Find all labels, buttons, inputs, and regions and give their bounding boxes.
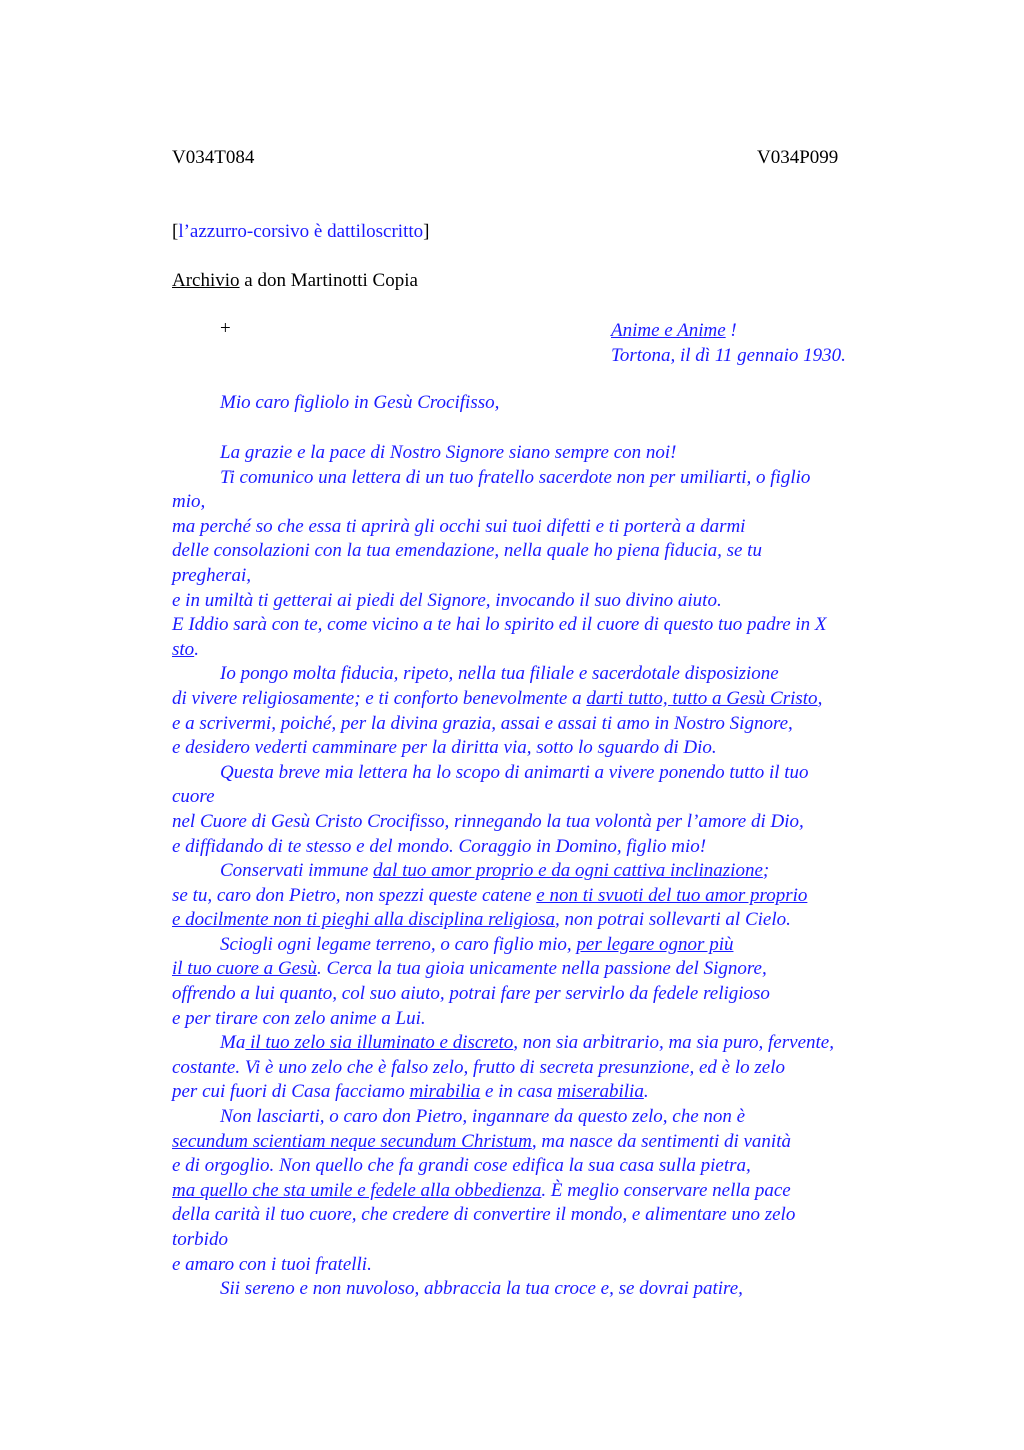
underlined-text: secundum scientiam neque secundum Christum [172,1130,532,1152]
line-text: Conservati immune [220,860,374,882]
letter-line [172,1228,902,1253]
line-text: . È meglio conservare nella pace [541,1179,791,1201]
letter-line [172,761,902,786]
line-text: Io pongo molta fiducia, ripeto, nella tua filiale e sacerdotale disposizione [220,663,779,685]
underlined-text: miserabilia [557,1081,644,1103]
line-text: Non lasciarti, o caro don Pietro, ingannare da questo zelo, che non è [220,1106,746,1128]
letter-line [172,1031,902,1056]
dateline [611,319,846,368]
underlined-text: mirabilia [409,1081,481,1103]
letter-line [172,736,902,761]
line-text: , non sia arbitrario, ma sia puro, fervente, [513,1032,834,1054]
line-text: e per tirare con zelo anime a Lui. [172,1007,426,1029]
line-text: Ma [220,1032,246,1054]
letter-line [172,638,902,663]
archive-label: Archivio [172,270,240,291]
line-text: e amaro con i tuoi fratelli. [172,1253,372,1275]
line-text: Ti comunico una lettera di un tuo fratello sacerdote non per umiliarti, o figlio [220,466,811,488]
underlined-text: sto [172,638,195,660]
line-text: . [194,638,199,660]
letter-line [172,859,902,884]
line-text: cuore [172,786,215,808]
letter-body [172,441,902,1302]
line-text: e a scrivermi, poiché, per la divina grazia, assai e assai ti amo in Nostro Signore, [172,712,793,734]
letter-line [172,539,902,564]
dateline-title-suffix: ! [725,320,737,341]
line-text: delle consolazioni con la tua emendazione, nella quale ho piena fiducia, se tu [172,540,762,562]
underlined-text: per legare ognor più [576,933,734,955]
archive-line [172,271,418,291]
underlined-text: ma quello che sta umile e fedele alla obbedienza [172,1179,542,1201]
line-text: nel Cuore di Gesù Cristo Crocifisso, rinnegando la tua volontà per l’amore di Dio, [172,810,804,832]
line-text: Sciogli ogni legame terreno, o caro figlio mio, [220,933,577,955]
document-code-left: V034T084 [172,147,255,168]
letter-line [172,466,902,491]
line-text: ; [762,860,770,882]
letter-line [172,441,902,466]
cross-mark: + [220,318,231,339]
letter-line [172,957,902,982]
salutation: Mio caro figliolo in Gesù Crocifisso, [220,392,500,413]
line-text: La grazie e la pace di Nostro Signore siano sempre con noi! [220,442,677,463]
letter-line [172,933,902,958]
letter-line [172,835,902,860]
note-text: l’azzurro-corsivo è dattiloscritto [178,221,424,242]
line-text: e diffidando di te stesso e del mondo. Coraggio in Domino, figlio mio! [172,835,707,857]
dateline-title-row [611,319,846,344]
line-text: costante. Vi è uno zelo che è falso zelo, frutto di secreta presunzione, ed è lo zelo [172,1056,785,1078]
line-text: per cui fuori di Casa facciamo [172,1081,410,1103]
line-text: E Iddio sarà con te, come vicino a te hai lo spirito ed il cuore di questo tuo padre in X [172,614,827,636]
document-code-right: V034P099 [757,147,839,168]
line-text: pregherai, [172,564,251,586]
letter-line [172,662,902,687]
line-text: e desidero vederti camminare per la diritta via, sotto lo sguardo di Dio. [172,737,717,759]
line-text: Questa breve mia lettera ha lo scopo di animarti a vivere ponendo tutto il tuo [220,761,809,783]
dateline-title: Anime e Anime [611,320,726,341]
line-text: e in casa [480,1081,558,1103]
letter-line [172,785,902,810]
editorial-note [172,222,429,242]
underlined-text: dal tuo amor proprio e da ogni cattiva inclinazione [373,860,763,882]
letter-line [172,1056,902,1081]
line-text: , [817,687,823,709]
note-open-bracket: [ [172,221,179,242]
line-text: e in umiltà ti getterai ai piedi del Signore, invocando il suo divino aiuto. [172,589,722,611]
line-text: mio, [172,491,206,513]
underlined-text: e non ti svuoti del tuo amor proprio [536,884,808,906]
line-text: della carità il tuo cuore, che credere di convertire il mondo, e alimentare uno zelo [172,1204,796,1226]
letter-line [172,1154,902,1179]
dateline-date: Tortona, il dì 11 gennaio 1930. [611,344,846,366]
letter-line [172,1203,902,1228]
line-text: torbido [172,1229,228,1250]
letter-line [172,515,902,540]
letter-line [172,564,902,589]
letter-line [172,1105,902,1130]
line-text: se tu, caro don Pietro, non spezzi queste catene [172,884,537,906]
letter-line [172,1179,902,1204]
letter-line [172,1253,902,1278]
line-text: . Cerca la tua gioia unicamente nella passione del Signore, [316,958,767,980]
letter-line [172,1277,902,1302]
letter-line [172,884,902,909]
letter-line [172,908,902,933]
letter-line [172,589,902,614]
letter-line [172,1130,902,1155]
underlined-text: e docilmente non ti pieghi alla disciplina religiosa [172,909,555,931]
line-text: di vivere religiosamente; e ti conforto benevolmente a [172,687,587,709]
line-text: . [643,1081,649,1103]
letter-line [172,810,902,835]
underlined-text: darti tutto, tutto a Gesù Cristo [586,687,818,709]
letter-line [172,687,902,712]
letter-line [172,712,902,737]
line-text: , ma nasce da sentimenti di vanità [531,1130,791,1152]
line-text: Sii sereno e non nuvoloso, abbraccia la tua croce e, se dovrai patire, [220,1278,743,1300]
line-text: , non potrai sollevarti al Cielo. [554,909,791,931]
underlined-text: il tuo cuore a Gesù [172,958,317,980]
letter-line [172,613,902,638]
letter-line [172,1080,902,1105]
letter-line [172,490,902,515]
letter-line [172,1007,902,1032]
note-close-bracket: ] [423,221,430,242]
underlined-text: il tuo zelo sia illuminato e discreto [245,1032,514,1054]
line-text: offrendo a lui quanto, col suo aiuto, potrai fare per servirlo da fedele religioso [172,983,770,1005]
letter-line [172,982,902,1007]
line-text: ma perché so che essa ti aprirà gli occhi sui tuoi difetti e ti porterà a darmi [172,515,746,537]
line-text: e di orgoglio. Non quello che fa grandi cose edifica la sua casa sulla pietra, [172,1155,751,1177]
archive-rest: a don Martinotti Copia [239,270,418,291]
